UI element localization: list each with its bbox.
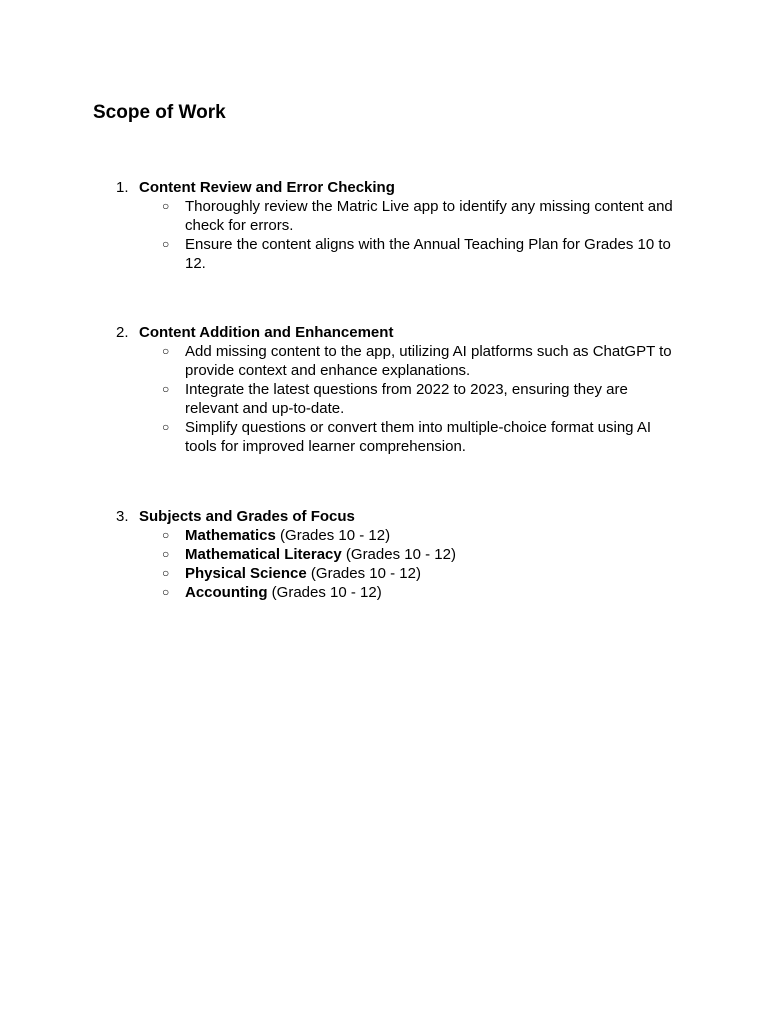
bullet-icon: ○ [162, 566, 170, 580]
bullet-icon: ○ [162, 237, 170, 251]
list-item-mathematics [0, 526, 768, 545]
bullet-icon: ○ [162, 344, 170, 358]
list-item [0, 380, 768, 418]
subject-grades: (Grades 10 - 12) [341, 546, 456, 563]
bullet-list [0, 197, 768, 273]
section-number: 3. [116, 508, 129, 525]
subject-grades: (Grades 10 - 12) [267, 584, 382, 601]
bullet-icon: ○ [162, 199, 170, 213]
page-title: Scope of Work [93, 102, 226, 123]
section-heading [0, 178, 768, 197]
bullet-icon: ○ [162, 528, 170, 542]
list-item-text: Add missing content to the app, utilizing AI platforms such as ChatGPT to provide context and enhance explanations. [185, 343, 672, 379]
list-item [0, 418, 768, 456]
list-item-text: Simplify questions or convert them into multiple-choice format using AI tools for improved learner comprehension. [185, 419, 652, 455]
bullet-list [0, 342, 768, 456]
bullet-icon: ○ [162, 585, 170, 599]
section-content-review [0, 178, 768, 273]
bullet-icon: ○ [162, 382, 170, 396]
list-item-physical-science [0, 564, 768, 583]
subject-grades: (Grades 10 - 12) [275, 527, 391, 544]
section-content-addition [0, 323, 768, 456]
list-item-text: Ensure the content aligns with the Annual Teaching Plan for Grades 10 to 12. [185, 236, 671, 272]
section-number: 1. [116, 179, 129, 196]
list-item [0, 342, 768, 380]
list-item-accounting [0, 583, 768, 602]
bullet-icon: ○ [162, 547, 170, 561]
section-heading [0, 507, 768, 526]
subject-name: Mathematical Literacy [185, 546, 342, 563]
list-item-text: Integrate the latest questions from 2022 to 2023, ensuring they are relevant and up-to-date. [185, 381, 628, 417]
section-title: Content Review and Error Checking [139, 179, 395, 196]
list-item-mathematical-literacy [0, 545, 768, 564]
section-title: Subjects and Grades of Focus [139, 508, 355, 525]
section-heading [0, 323, 768, 342]
section-number: 2. [116, 324, 129, 341]
subject-name: Physical Science [185, 565, 307, 582]
bullet-icon: ○ [162, 420, 170, 434]
bullet-list [0, 526, 768, 602]
list-item [0, 197, 768, 235]
section-subjects-grades [0, 507, 768, 602]
section-title: Content Addition and Enhancement [139, 324, 394, 341]
subject-grades: (Grades 10 - 12) [306, 565, 421, 582]
subject-name: Mathematics [185, 527, 276, 544]
list-item-text: Thoroughly review the Matric Live app to identify any missing content and check for errors. [185, 198, 673, 234]
subject-name: Accounting [185, 584, 268, 601]
list-item [0, 235, 768, 273]
